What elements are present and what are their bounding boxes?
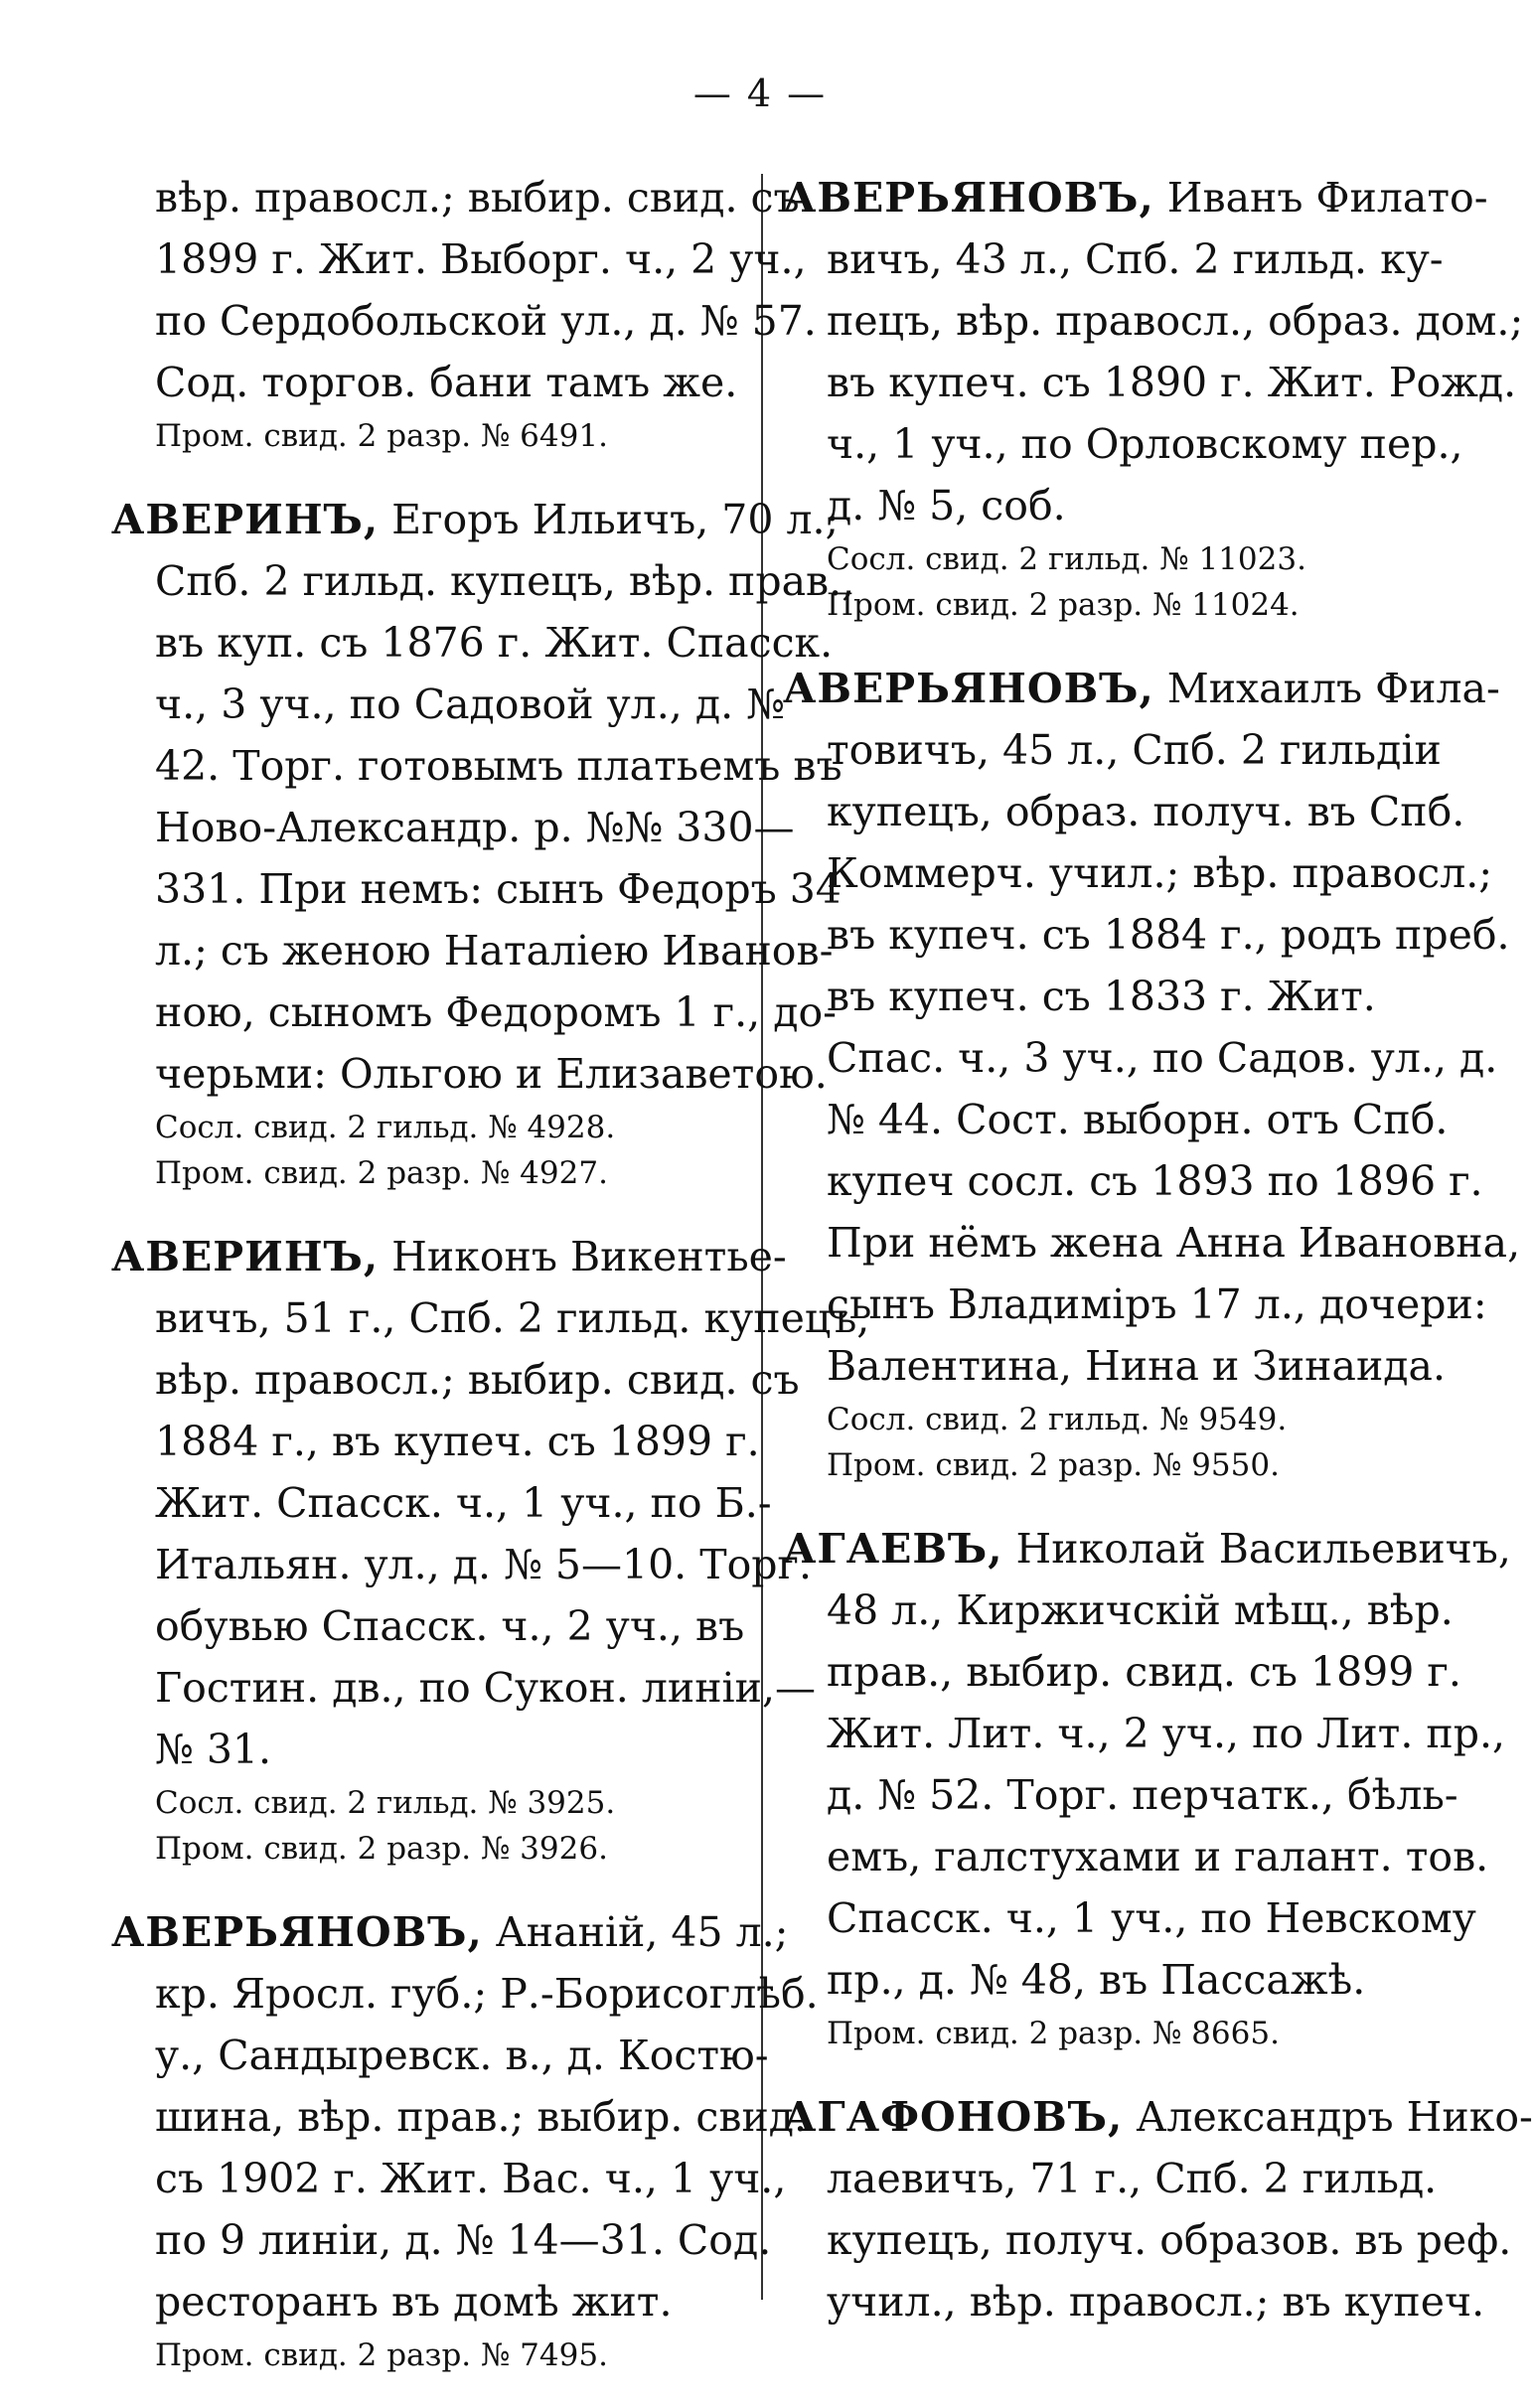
entry-name: Ананій, 45 л.; (482, 1908, 789, 1956)
sosl-certificate: Сосл. свид. 2 гильд. № 3925. (155, 1785, 616, 1821)
entry-line: купецъ, получ. образов. въ реф. (827, 2216, 1512, 2264)
entry-line: 1884 г., въ купеч. съ 1899 г. (155, 1418, 760, 1465)
entry-averyanov-mikhail (783, 658, 1521, 1488)
left-column (111, 167, 870, 2408)
entry-surname: АВЕРЬЯНОВЪ, (783, 174, 1154, 222)
entry-line: товичъ, 45 л., Спб. 2 гильдіи (827, 726, 1442, 774)
entry-line: л.; съ женою Наталіею Иванов- (155, 927, 834, 975)
entry-surname: АВЕРИНЪ, (111, 1233, 380, 1280)
entry-line: Гостин. дв., по Сукон. линіи,— (155, 1664, 817, 1712)
entry-name: Егоръ Ильичъ, 70 л.; (379, 496, 840, 543)
prom-certificate: Пром. свид. 2 разр. № 3926. (155, 1831, 608, 1867)
entry-first-line (783, 2086, 1533, 2148)
entry-line: Спб. 2 гильд. купецъ, вѣр. прав., (155, 557, 855, 605)
entry-surname: АВЕРЬЯНОВЪ, (111, 1908, 483, 1956)
entry-line: Итальян. ул., д. № 5—10. Торг. (155, 1541, 813, 1588)
sosl-certificate: Сосл. свид. 2 гильд. № 9549. (827, 1402, 1288, 1437)
sosl-certificate: Сосл. свид. 2 гильд. № 11023. (827, 541, 1306, 577)
prom-certificate: Пром. свид. 2 разр. № 6491. (155, 418, 608, 454)
entry-line: черьми: Ольгою и Елизаветою. (155, 1050, 828, 1098)
entry-line: емъ, галстухами и галант. тов. (827, 1833, 1489, 1881)
entry-line: 48 л., Киржичскій мѣщ., вѣр. (827, 1586, 1454, 1634)
entry-name: Никонъ Викентье- (379, 1233, 787, 1280)
entry-line: съ 1902 г. Жит. Вас. ч., 1 уч., (155, 2155, 787, 2202)
entry-line: сынъ Владиміръ 17 л., дочери: (827, 1280, 1487, 1328)
entry-line: обувью Спасск. ч., 2 уч., въ (155, 1602, 745, 1650)
entry-line: купецъ, образ. получ. въ Спб. (827, 788, 1465, 835)
entry-line: шина, вѣр. прав.; выбир. свид. (155, 2093, 808, 2141)
entry-line: въ куп. съ 1876 г. Жит. Спасск. (155, 619, 834, 667)
entry-averin-egor (111, 489, 855, 1196)
entry-line: вичъ, 43 л., Спб. 2 гильд. ку- (827, 235, 1444, 283)
entry-line: Спасск. ч., 1 уч., по Невскому (827, 1894, 1476, 1942)
right-column (783, 167, 1533, 2362)
page-number: — 4 — (692, 72, 828, 115)
entry-line: Коммерч. учил.; вѣр. правосл.; (827, 849, 1493, 897)
entry-line: по 9 линіи, д. № 14—31. Сод. (155, 2216, 772, 2264)
entry-line: д. № 5, соб. (827, 482, 1066, 529)
entry-line: Валентина, Нина и Зинаида. (827, 1342, 1446, 1390)
entry-surname: АГАЕВЪ, (783, 1525, 1003, 1573)
entry-surname: АВЕРИНЪ, (111, 496, 380, 543)
entry-line: у., Сандыревск. в., д. Костю- (155, 2032, 769, 2079)
entry-first-line (111, 489, 840, 550)
entry-line: ресторанъ въ домѣ жит. (155, 2278, 673, 2326)
entry-name: Иванъ Филато- (1153, 174, 1488, 222)
entry-line: При нёмъ жена Анна Ивановна, (827, 1219, 1521, 1267)
entry-surname: АВЕРЬЯНОВЪ, (783, 665, 1154, 712)
entry-line: кр. Яросл. губ.; Р.-Борисоглѣб. (155, 1970, 819, 2018)
entry-line: 331. При немъ: сынъ Федоръ 34 (155, 865, 842, 913)
entry-line: 42. Торг. готовымъ платьемъ въ (155, 742, 843, 790)
entry-line: 1899 г. Жит. Выборг. ч., 2 уч., (155, 235, 807, 283)
entry-line: Сод. торгов. бани тамъ же. (155, 359, 738, 406)
entry-agaev-nikolay (783, 1518, 1511, 2056)
prom-certificate: Пром. свид. 2 разр. № 4927. (155, 1155, 608, 1191)
entry-line: купеч сосл. съ 1893 по 1896 г. (827, 1157, 1483, 1205)
entry-line: Жит. Лит. ч., 2 уч., по Лит. пр., (827, 1710, 1506, 1757)
entry-name: Александръ Нико- (1123, 2093, 1533, 2141)
entry-line: въ купеч. съ 1833 г. Жит. (827, 973, 1376, 1020)
entry-name: Николай Васильевичъ, (1002, 1525, 1511, 1573)
entry-line: Ново-Александр. р. №№ 330— (155, 804, 795, 851)
entry-averin-nikon (111, 1226, 870, 1872)
entry-first-line (783, 1518, 1511, 1580)
entry-line: вѣр. правосл.; выбир. свид. съ (155, 174, 800, 222)
entry-line: ч., 3 уч., по Садовой ул., д. № (155, 680, 785, 728)
sosl-certificate: Сосл. свид. 2 гильд. № 4928. (155, 1110, 616, 1145)
entry-line: № 44. Сост. выборн. отъ Спб. (827, 1096, 1449, 1143)
entry-agafonov-aleksandr (783, 2086, 1533, 2333)
entry-averyanov-ivan (783, 167, 1524, 628)
entry-averyanov-ananiy (111, 1901, 819, 2378)
entry-first-line (783, 658, 1500, 719)
prom-certificate: Пром. свид. 2 разр. № 11024. (827, 587, 1300, 623)
entry-line: прав., выбир. свид. съ 1899 г. (827, 1648, 1461, 1696)
entry-line: д. № 52. Торг. перчатк., бѣль- (827, 1771, 1458, 1819)
entry-line: въ купеч. съ 1884 г., родъ преб. (827, 911, 1510, 959)
entry-first-line (111, 1901, 789, 1963)
entry-name: Михаилъ Фила- (1153, 665, 1500, 712)
entry-line: вичъ, 51 г., Спб. 2 гильд. купецъ, (155, 1294, 870, 1342)
entry-line: Спас. ч., 3 уч., по Садов. ул., д. (827, 1034, 1498, 1082)
entry-surname: АГАФОНОВЪ, (783, 2093, 1124, 2141)
entry-line: пецъ, вѣр. правосл., образ. дом.; (827, 297, 1524, 345)
prom-certificate: Пром. свид. 2 разр. № 9550. (827, 1447, 1280, 1483)
entry-continuation (111, 167, 817, 459)
entry-line: въ купеч. съ 1890 г. Жит. Рожд. (827, 359, 1517, 406)
prom-certificate: Пром. свид. 2 разр. № 8665. (827, 2016, 1280, 2051)
prom-certificate: Пром. свид. 2 разр. № 7495. (155, 2337, 608, 2373)
entry-line: № 31. (155, 1726, 272, 1773)
entry-line: ною, сыномъ Федоромъ 1 г., до- (155, 988, 838, 1036)
entry-line: ч., 1 уч., по Орловскому пер., (827, 420, 1463, 468)
entry-line: пр., д. № 48, въ Пассажѣ. (827, 1956, 1366, 2004)
entry-line: лаевичъ, 71 г., Спб. 2 гильд. (827, 2155, 1438, 2202)
entry-line: по Сердобольской ул., д. № 57. (155, 297, 817, 345)
entry-line: вѣр. правосл.; выбир. свид. съ (155, 1356, 800, 1404)
entry-line: учил., вѣр. правосл.; въ купеч. (827, 2278, 1485, 2326)
entry-line: Жит. Спасск. ч., 1 уч., по Б.- (155, 1479, 772, 1527)
entry-first-line (783, 167, 1488, 228)
entry-first-line (111, 1226, 787, 1287)
